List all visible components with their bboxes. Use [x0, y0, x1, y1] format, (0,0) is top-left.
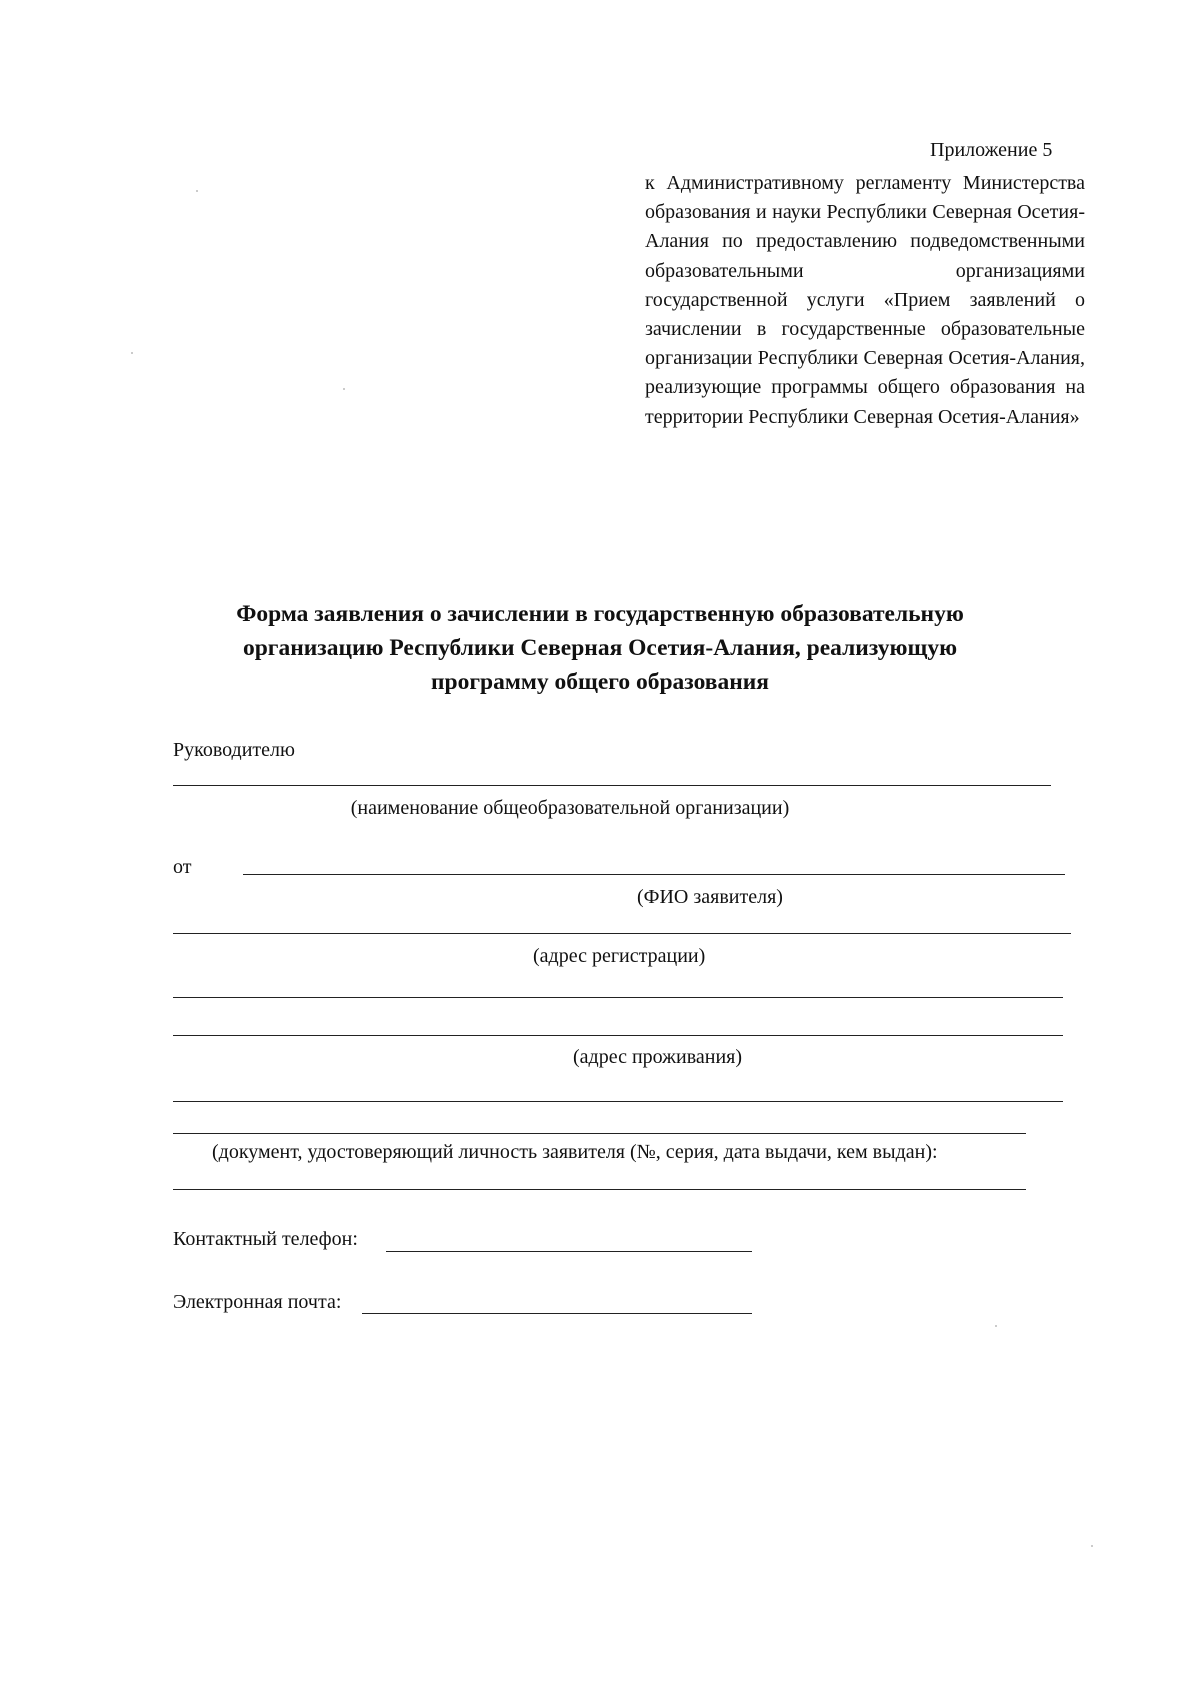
residence-address-field-line[interactable]	[173, 1035, 1063, 1036]
addressee-label: Руководителю	[173, 739, 295, 761]
applicant-name-caption: (ФИО заявителя)	[637, 886, 783, 908]
form-title-line-1: Форма заявления о зачислении в государственную образовательную	[236, 601, 964, 627]
form-title-line-2: организацию Республики Северная Осетия-Алания, реализующую	[242, 635, 958, 661]
email-label: Электронная почта:	[173, 1291, 342, 1313]
scan-speck	[131, 352, 133, 354]
form-title-line-3: программу общего образования	[431, 669, 769, 695]
phone-label: Контактный телефон:	[173, 1228, 358, 1250]
residence-address-extra-line[interactable]	[173, 1101, 1063, 1102]
appendix-title: Приложение 5	[930, 139, 1053, 161]
id-document-field-line[interactable]	[173, 1189, 1026, 1190]
org-name-field-line[interactable]	[173, 785, 1051, 786]
residence-address-caption: (адрес проживания)	[573, 1046, 743, 1068]
appendix-reference-text: к Административному регламенту Министерства образования и науки Республики Северная Осетия-Алания по предоставлению подведомственными образовательными организациями государственной услуги «Прием заявлений о зачислении в государственные образовательные организации Республики Северная Осетия-Алания, реализующие программы общего образования на территории Республики Северная Осетия-Алания»	[645, 172, 1085, 428]
id-document-top-line[interactable]	[173, 1133, 1026, 1134]
applicant-name-field-line[interactable]	[243, 874, 1065, 875]
scan-speck	[1091, 1545, 1093, 1547]
scan-speck	[343, 388, 345, 390]
from-label: от	[173, 856, 192, 878]
org-name-caption: (наименование общеобразовательной организации)	[350, 797, 790, 819]
form-title	[150, 597, 1050, 699]
email-field-line[interactable]	[362, 1313, 752, 1314]
phone-field-line[interactable]	[386, 1251, 752, 1252]
registration-address-caption: (адрес регистрации)	[533, 945, 706, 967]
scan-speck	[196, 190, 198, 192]
scan-speck	[995, 1325, 997, 1327]
registration-address-field-line[interactable]	[173, 933, 1071, 934]
id-document-caption: (документ, удостоверяющий личность заявителя (№, серия, дата выдачи, кем выдан):	[212, 1141, 938, 1163]
registration-address-extra-line[interactable]	[173, 997, 1063, 998]
